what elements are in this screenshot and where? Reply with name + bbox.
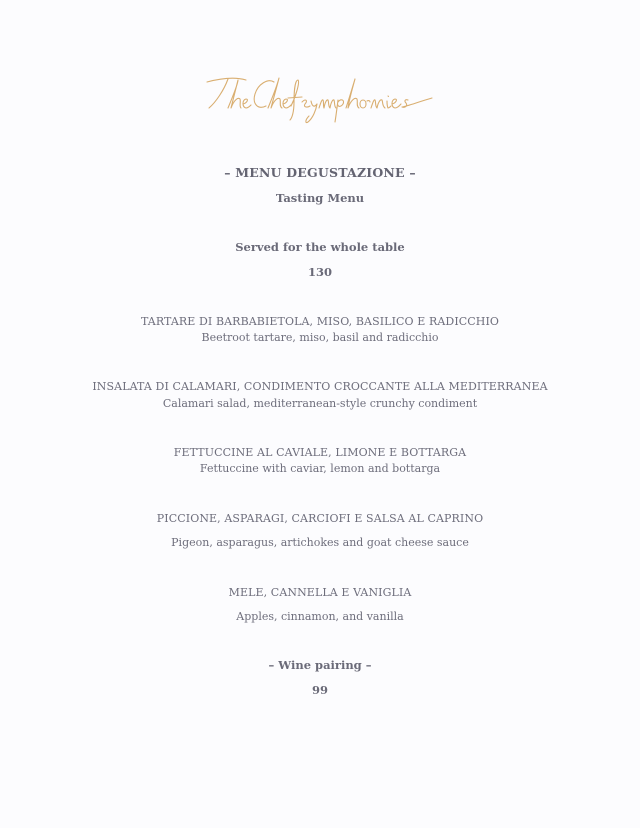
menu-price: 130 [307, 265, 332, 279]
menu-subtitle: Tasting Menu [275, 191, 365, 205]
course-5-italian: MELE, CANNELLA E VANIGLIA [228, 586, 412, 599]
course-4-italian: PICCIONE, ASPARAGI, CARCIOFI E SALSA AL CAPRINO [156, 512, 484, 525]
served-note: Served for the whole table [235, 240, 405, 254]
course-1-english: Beetroot tartare, miso, basil and radicchio [201, 331, 439, 344]
course-4-english: Pigeon, asparagus, artichokes and goat cheese sauce [171, 536, 469, 549]
chef-symphonies-logo [0, 68, 640, 126]
course-5-english: Apples, cinnamon, and vanilla [236, 610, 404, 623]
course-1-italian: TARTARE DI BARBABIETOLA, MISO, BASILICO E RADICCHIO [140, 315, 500, 328]
course-2-english: Calamari salad, mediterranean-style crunchy condiment [162, 397, 478, 410]
menu-title: – MENU DEGUSTAZIONE – [224, 165, 416, 180]
wine-pairing-label: – Wine pairing – [268, 658, 372, 672]
course-2-italian: INSALATA DI CALAMARI, CONDIMENTO CROCCANTE ALLA MEDITERRANEA [92, 380, 548, 393]
course-3-italian: FETTUCCINE AL CAVIALE, LIMONE E BOTTARGA [173, 446, 467, 459]
course-3-english: Fettuccine with caviar, lemon and bottarga [199, 462, 441, 475]
wine-pairing-price: 99 [311, 683, 328, 697]
